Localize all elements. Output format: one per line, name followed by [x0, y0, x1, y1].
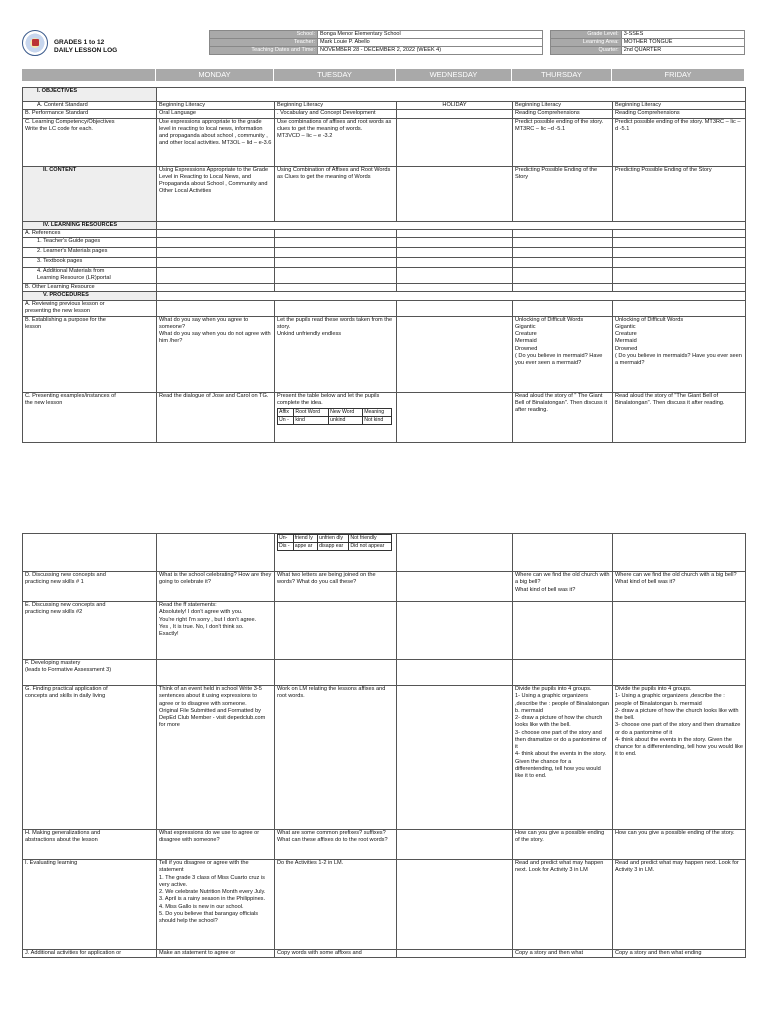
cell-monday: What expressions do we use to agree or disagree with someone?: [157, 830, 275, 860]
teacher-label: Teacher:: [210, 38, 318, 46]
cell-thursday: Unlocking of Difficult Words Gigantic Creature Mermaid Drowned ( Do you believe in mermaid? Have you ever seen a mermaid?: [513, 316, 613, 392]
objectives-row: [23, 88, 746, 102]
meaning-cell: Not friendly: [349, 535, 392, 543]
cell-friday: [613, 602, 746, 660]
cell-wednesday: [397, 166, 513, 221]
deped-seal-icon: [22, 30, 48, 56]
cell-wednesday: [397, 830, 513, 860]
procedure-g-row: [23, 686, 746, 830]
cell-monday: Read the dialogue of Jose and Carol on TG.: [157, 392, 275, 442]
root-word-cell: kind: [294, 417, 329, 425]
cell-thursday: How can you give a possible ending of the story.: [513, 830, 613, 860]
cell-thursday: Reading Comprehensions: [513, 110, 613, 118]
cell-tuesday: Let the pupils read these words taken from the story. Unkind unfriendly endless: [275, 316, 397, 392]
affix-cell: Dis -: [278, 543, 294, 551]
cell-monday: What do you say when you agree to someone? What do you say when you do not agree with him /her?: [157, 316, 275, 392]
root-word-cell: friend ly: [293, 535, 317, 543]
content-row: [23, 166, 746, 221]
cell-friday: Unlocking of Difficult Words Gigantic Creature Mermaid Drowned ( Do you believe in mermaids? Have you ever seen a mermaid?: [613, 316, 746, 392]
procedure-d-row: [23, 572, 746, 602]
content-heading: II. CONTENT: [23, 166, 157, 221]
new-word-cell: unfrien dly: [318, 535, 349, 543]
cell-wednesday: [397, 686, 513, 830]
grade-label: Grade Level:: [551, 31, 622, 39]
cell-thursday: Read and predict what may happen next. Look for Activity 3 in LM: [513, 860, 613, 950]
cell-wednesday: [397, 950, 513, 958]
school-info-table: [209, 30, 543, 55]
cell-tuesday: Do the Activities 1-2 in LM.: [275, 860, 397, 950]
new-word-cell: unkind: [329, 417, 363, 425]
affix-table-part2: [277, 534, 392, 551]
meaning-cell: Did not appear: [349, 543, 392, 551]
teacher-value: Mark Louie P. Abello: [318, 38, 543, 46]
cell-tuesday: What two letters are being joined on the words? What do you call these?: [275, 572, 397, 602]
procedure-b-row: [23, 316, 746, 392]
meaning-cell: Not kind: [363, 417, 392, 425]
area-label: Learning Area:: [551, 38, 622, 46]
quarter-label: Quarter:: [551, 46, 622, 54]
cell-tuesday: Use combinations of affixes and root words as clues to get the meaning of words. MT3VCD – Iic – e -3.2: [275, 118, 397, 166]
affix-cell: Un-: [278, 535, 294, 543]
objectives-heading: I. OBJECTIVES: [23, 88, 157, 102]
cell-monday: Make an statement to agree or: [157, 950, 275, 958]
row-label: E. Discussing new concepts and practicing new skills #2: [23, 602, 157, 660]
cell-thursday: Divide the pupils into 4 groups. 1- Using a graphic organizers ,describe the : people of Binalatongan b. mermaid 2- draw a picture of how the church looks like with the bell. 3- choose one part of the story and then dramatize or do a pantomime of it 4- think about the events in the story. Given the chance for a differentending, tell how you would like it to end.: [513, 686, 613, 830]
cell-tuesday: What are some common prefixes? suffixes? What can these affixes do to the root words?: [275, 830, 397, 860]
row-label: 3. Textbook pages: [23, 258, 157, 268]
cell-thursday: Copy a story and then what: [513, 950, 613, 958]
dept-title: [54, 39, 117, 56]
cell-wednesday: [397, 860, 513, 950]
header: [22, 30, 745, 60]
row-label: G. Finding practical application of concepts and skills in daily living: [23, 686, 157, 830]
affix-continuation-row: [23, 534, 746, 572]
textbook-row: [23, 258, 746, 268]
cell-friday: Beginning Literacy: [613, 102, 746, 110]
affix-header: Affix: [278, 409, 294, 417]
procedures-row: [23, 292, 746, 300]
cell-tuesday: . Vocabulary and Concept Development: [275, 110, 397, 118]
procedure-j-row: [23, 950, 746, 958]
cell-tuesday: Using Combination of Affixes and Root Words as Clues to get the meaning of Words: [275, 166, 397, 221]
affix-table-part1: [277, 408, 392, 425]
row-label: B. Other Learning Resource: [23, 284, 157, 292]
root-word-cell: appe ar: [293, 543, 317, 551]
performance-standard-row: [23, 110, 746, 118]
quarter-value: 2nd QUARTER: [621, 46, 744, 54]
dll-label: DAILY LESSON LOG: [54, 47, 118, 55]
row-label: C. Presenting examples/instances of the new lesson: [23, 392, 157, 442]
cell-wednesday: [397, 572, 513, 602]
cell-wednesday: [397, 118, 513, 166]
page-2: [22, 533, 745, 958]
procedure-h-row: [23, 830, 746, 860]
cell-monday: Read the ff statements: Absolutely! I don't agree with you. You're right I'm sorry , but I don't agree. Yes , It is true. No, I don't think so. Exactly!: [157, 602, 275, 660]
competency-row: [23, 118, 746, 166]
learners-materials-row: [23, 248, 746, 258]
day-friday: FRIDAY: [612, 69, 745, 81]
cell-monday: What is the school celebrating? How are they going to celebrate it?: [157, 572, 275, 602]
content-standard-row: [23, 102, 746, 110]
procedure-e-row: [23, 602, 746, 660]
resources-row: [23, 221, 746, 229]
dates-value: NOVEMBER 28 - DECEMBER 2, 2022 (WEEK 4): [318, 46, 543, 54]
cell-tuesday: Copy words with some affixes and: [275, 950, 397, 958]
day-monday: MONDAY: [156, 69, 274, 81]
row-label: D. Discussing new concepts and practicing new skills # 1: [23, 572, 157, 602]
procedure-a-row: [23, 300, 746, 316]
cell-friday: Predicting Possible Ending of the Story: [613, 166, 746, 221]
row-label: B. Establishing a purpose for the lesson: [23, 316, 157, 392]
cell-thursday: Where can we find the old church with a big bell? What kind of bell was it?: [513, 572, 613, 602]
cell-friday: Where can we find the old church with a big bell? What kind of bell was it?: [613, 572, 746, 602]
cell-friday: Read aloud the story of "The Giant Bell of Binalatongan". Then discuss it after reading.: [613, 392, 746, 442]
row-label: F. Developing mastery (leads to Formative Assessment 3): [23, 660, 157, 686]
cell-tuesday: [275, 392, 397, 442]
cell-monday: Think of an event held in school Write 3-5 sentences about it using expressions to agree or to disagree with someone. Original File Submitted and Formatted by DepEd Club Member - visit depedclub.com for more: [157, 686, 275, 830]
school-label: School:: [210, 31, 318, 39]
cell-monday: Tell if you disagree or agree with the statement 1. The grade 3 class of Miss Cuarto cruz is very active. 2. We celebrate Nutrition Month every July. 3. April is a rainy season in the Philippines. 4. Miss Gallo is new in our school. 5. Do you believe that barangay officials should help the school?: [157, 860, 275, 950]
cell-thursday: Predicting Possible Ending of the Story: [513, 166, 613, 221]
cell-thursday: Read aloud the story of " The Giant Bell of Binalatongan". Then discuss it after reading.: [513, 392, 613, 442]
cell-friday: Predict possible ending of the story. MT3RC – Iic –d -5.1: [613, 118, 746, 166]
cell-monday: Beginning Literacy: [157, 102, 275, 110]
school-value: Bonga Menor Elementary School: [318, 31, 543, 39]
cell-tuesday: Beginning Literacy: [275, 102, 397, 110]
cell-friday: Copy a story and then what ending: [613, 950, 746, 958]
cell-monday: Using Expressions Appropriate to the Grade Level in Reacting to Local News, and Propaganda about School , Community and Other Local Activities: [157, 166, 275, 221]
lesson-log-table-page1: [22, 87, 746, 443]
lr-portal-row: [23, 268, 746, 284]
cell-wednesday: HOLIDAY: [397, 102, 513, 110]
row-label: H. Making generalizations and abstractions about the lesson: [23, 830, 157, 860]
cell-wednesday: [397, 392, 513, 442]
day-thursday: THURSDAY: [512, 69, 612, 81]
cell-thursday: [513, 602, 613, 660]
affix-cell: Un -: [278, 417, 294, 425]
cell-monday: Use expressions appropriate to the grade level in reacting to local news, information and propaganda about school , community , and other local activities. MT3OL – Iid – e-3.6: [157, 118, 275, 166]
cell-tuesday: [275, 602, 397, 660]
procedure-i-row: [23, 860, 746, 950]
resources-heading: IV. LEARNING RESOURCES: [23, 221, 157, 229]
procedure-c-row: [23, 392, 746, 442]
row-label: 1. Teacher's Guide pages: [23, 238, 157, 248]
cell-tuesday-text: Present the table below and let the pupils complete the idea.: [277, 392, 380, 406]
cell-wednesday: [397, 110, 513, 118]
area-value: MOTHER TONGUE: [621, 38, 744, 46]
grades-label: GRADES 1 to 12: [54, 39, 105, 46]
teachers-guide-row: [23, 238, 746, 248]
cell-thursday: Predict possible ending of the story. MT3RC – Iic –d -5.1: [513, 118, 613, 166]
cell-wednesday: [397, 316, 513, 392]
procedures-heading: V. PROCEDURES: [23, 292, 157, 300]
new-word-cell: disapp ear: [318, 543, 349, 551]
grade-info-table: [550, 30, 745, 55]
row-label: A. References: [23, 229, 157, 237]
cell-thursday: Beginning Literacy: [513, 102, 613, 110]
grade-value: 3-SSES: [621, 31, 744, 39]
cell-tuesday: Work on LM relating the lessons affixes and root words.: [275, 686, 397, 830]
row-label: B. Performance Standard: [23, 110, 157, 118]
row-label: A. Content Standard: [23, 102, 157, 110]
dates-label: Teaching Dates and Time:: [210, 46, 318, 54]
day-wednesday: WEDNESDAY: [396, 69, 512, 81]
day-tuesday: TUESDAY: [274, 69, 396, 81]
row-label: C. Learning Competency/Objectives Write the LC code for each.: [23, 118, 157, 166]
row-label: A. Reviewing previous lesson or presenting the new lesson: [23, 300, 157, 316]
references-row: [23, 229, 746, 237]
cell-monday: Oral Language: [157, 110, 275, 118]
cell-tuesday: [275, 534, 397, 572]
root-word-header: Root Word: [294, 409, 329, 417]
cell-friday: Divide the pupils into 4 groups. 1- Using a graphic organizers ,describe the : people of Binalatongan b. mermaid 2- draw a picture of how the church looks like with the bell. 3- choose one part of the story and then dramatize or do a pantomime of it 4- think about the events in the story. Given the chance for a differentending, tell how you would like it to end.: [613, 686, 746, 830]
procedure-f-row: [23, 660, 746, 686]
lesson-log-table-page2: [22, 533, 746, 958]
cell-friday: Read and predict what may happen next. Look for Activity 3 in LM.: [613, 860, 746, 950]
day-header-blank: [22, 69, 156, 81]
row-label: I. Evaluating learning: [23, 860, 157, 950]
row-label: 4. Additional Materials from Learning Resource (LR)portal: [23, 268, 157, 284]
meaning-header: Meaning: [363, 409, 392, 417]
day-header-bar: [22, 69, 745, 81]
new-word-header: New Word: [329, 409, 363, 417]
row-label: 2. Learner's Materials pages: [23, 248, 157, 258]
cell-wednesday: [397, 602, 513, 660]
page-1: [22, 30, 745, 443]
cell-friday: How can you give a possible ending of the story.: [613, 830, 746, 860]
other-resource-row: [23, 284, 746, 292]
row-label: J. Additional activities for application or: [23, 950, 157, 958]
cell-friday: Reading Comprehensions: [613, 110, 746, 118]
